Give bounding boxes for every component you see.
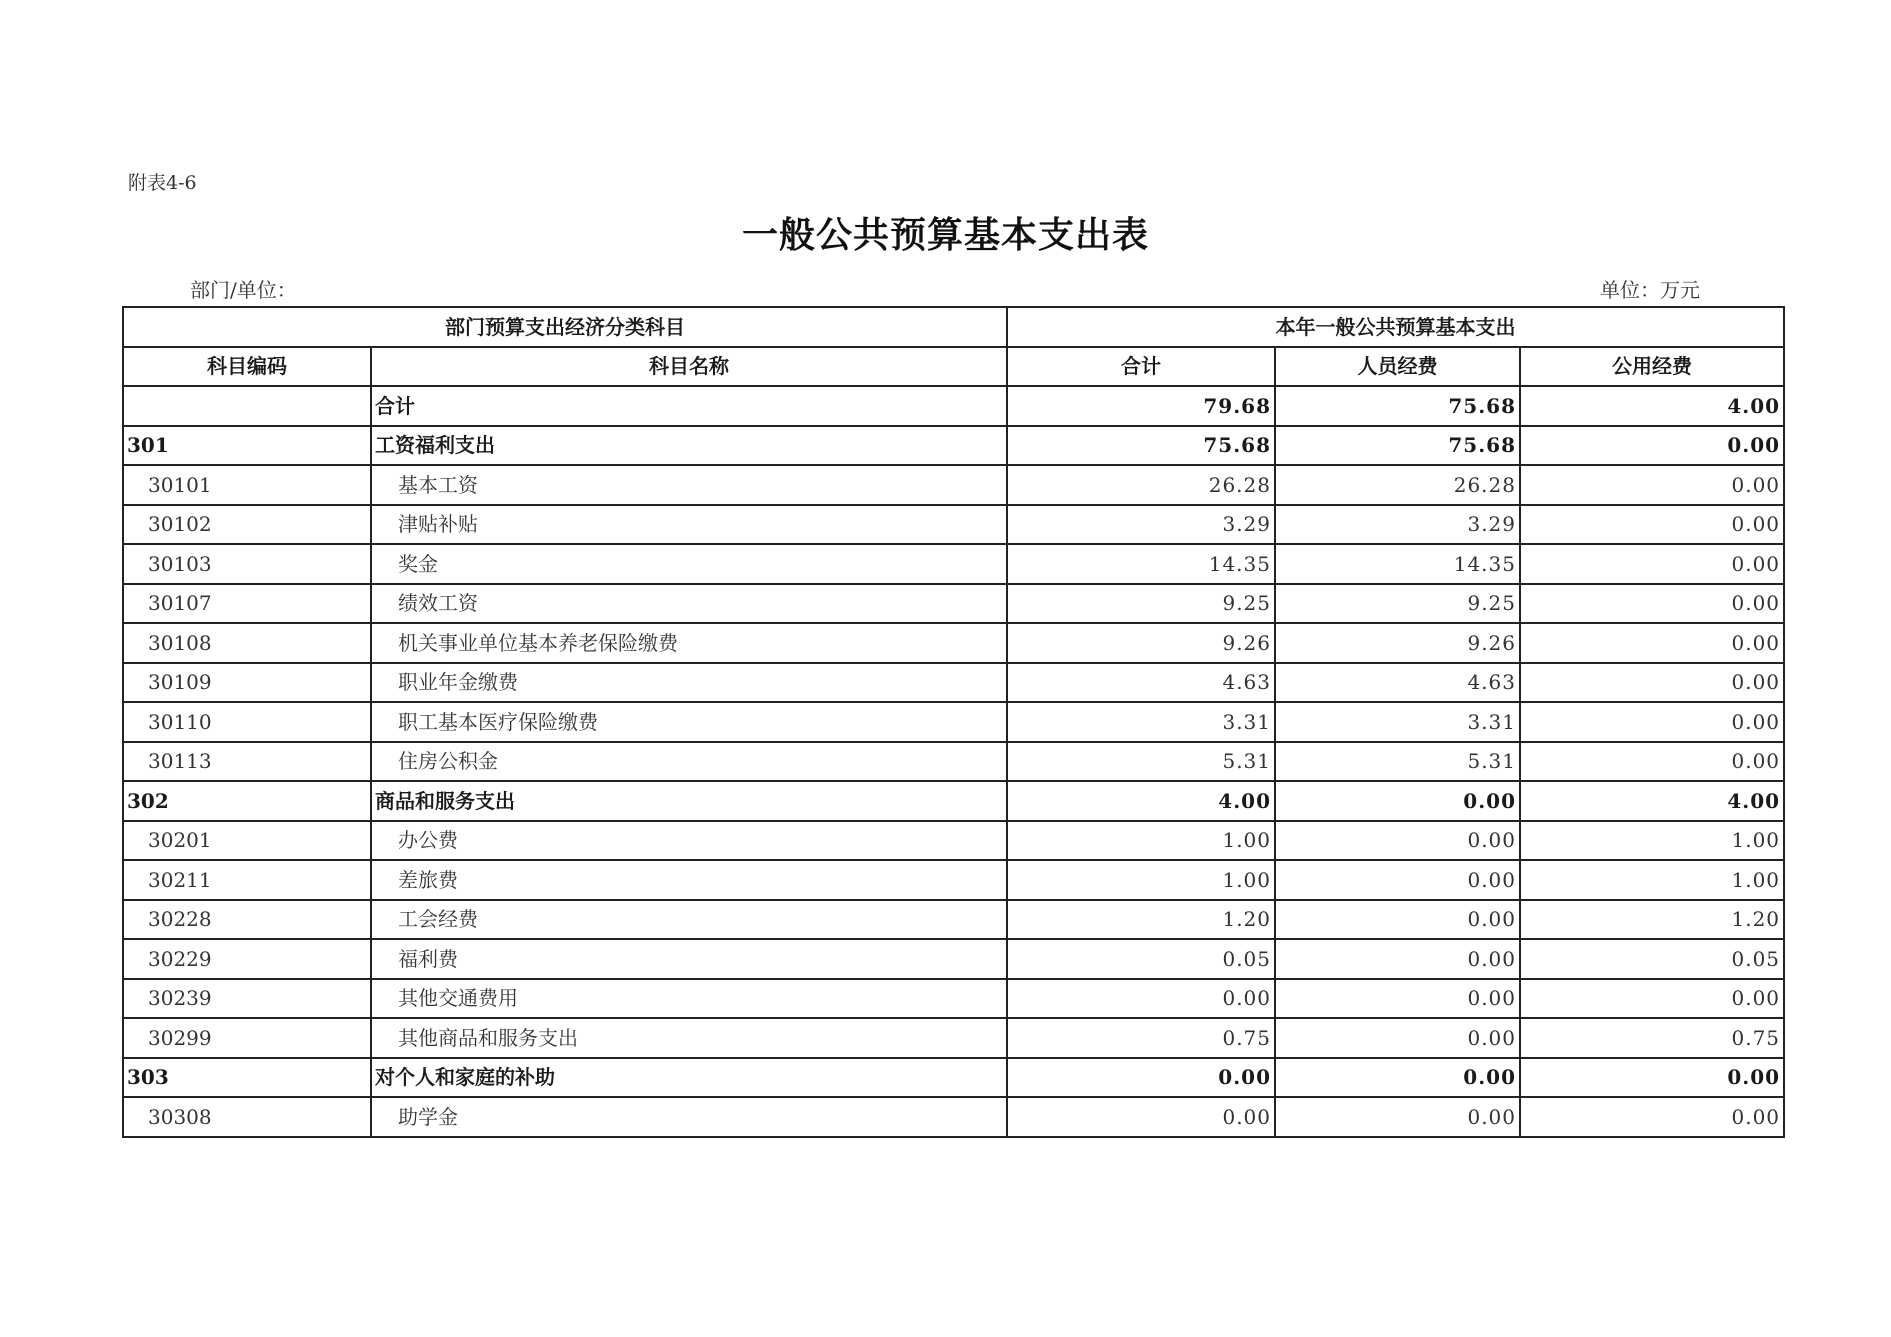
col-header-code: 科目编码 [123,347,371,387]
total-cell: 1.00 [1007,821,1275,861]
personnel-cell: 75.68 [1275,386,1520,426]
public-cell: 0.00 [1520,1097,1784,1137]
code-cell: 30299 [123,1018,371,1058]
name-cell: 商品和服务支出 [371,781,1007,821]
name-cell: 合计 [371,386,1007,426]
attachment-label: 附表4-6 [128,172,197,194]
group-header-left: 部门预算支出经济分类科目 [123,307,1007,347]
name-cell: 机关事业单位基本养老保险缴费 [371,623,1007,663]
table-row [123,781,1784,821]
table-row [123,584,1784,624]
public-cell: 0.00 [1520,702,1784,742]
public-cell: 0.00 [1520,979,1784,1019]
column-header-row [123,347,1784,387]
table-row [123,465,1784,505]
personnel-cell: 3.29 [1275,505,1520,545]
public-cell: 0.00 [1520,426,1784,466]
code-cell: 30103 [123,544,371,584]
public-cell: 0.00 [1520,465,1784,505]
personnel-cell: 3.31 [1275,702,1520,742]
personnel-cell: 0.00 [1275,1097,1520,1137]
public-cell: 4.00 [1520,386,1784,426]
personnel-cell: 75.68 [1275,426,1520,466]
table-row [123,939,1784,979]
public-cell: 1.00 [1520,860,1784,900]
public-cell: 0.75 [1520,1018,1784,1058]
personnel-cell: 14.35 [1275,544,1520,584]
public-cell: 0.05 [1520,939,1784,979]
budget-table [122,306,1785,1138]
unit-label: 单位：万元 [1600,278,1700,302]
code-cell: 30102 [123,505,371,545]
table-row [123,505,1784,545]
table-row [123,663,1784,703]
personnel-cell: 4.63 [1275,663,1520,703]
total-cell: 1.20 [1007,900,1275,940]
table-row [123,426,1784,466]
total-cell: 0.05 [1007,939,1275,979]
total-cell: 4.00 [1007,781,1275,821]
code-cell [123,386,371,426]
table-row [123,702,1784,742]
code-cell: 30113 [123,742,371,782]
personnel-cell: 0.00 [1275,1018,1520,1058]
table-row [123,623,1784,663]
code-cell: 30101 [123,465,371,505]
name-cell: 其他交通费用 [371,979,1007,1019]
name-cell: 差旅费 [371,860,1007,900]
public-cell: 0.00 [1520,663,1784,703]
personnel-cell: 0.00 [1275,979,1520,1019]
total-cell: 0.00 [1007,1058,1275,1098]
table-row [123,1018,1784,1058]
code-cell: 30308 [123,1097,371,1137]
table-row [123,860,1784,900]
table-row [123,821,1784,861]
table-row [123,544,1784,584]
code-cell: 30211 [123,860,371,900]
code-cell: 30229 [123,939,371,979]
department-label: 部门/单位： [190,278,297,302]
name-cell: 绩效工资 [371,584,1007,624]
total-cell: 0.75 [1007,1018,1275,1058]
public-cell: 0.00 [1520,623,1784,663]
name-cell: 职工基本医疗保险缴费 [371,702,1007,742]
code-cell: 301 [123,426,371,466]
total-cell: 3.29 [1007,505,1275,545]
col-header-name: 科目名称 [371,347,1007,387]
code-cell: 30107 [123,584,371,624]
public-cell: 1.00 [1520,821,1784,861]
col-header-personnel: 人员经费 [1275,347,1520,387]
personnel-cell: 0.00 [1275,1058,1520,1098]
code-cell: 302 [123,781,371,821]
personnel-cell: 0.00 [1275,860,1520,900]
public-cell: 0.00 [1520,742,1784,782]
public-cell: 0.00 [1520,544,1784,584]
table-row [123,386,1784,426]
public-cell: 0.00 [1520,1058,1784,1098]
total-cell: 75.68 [1007,426,1275,466]
table-row [123,1097,1784,1137]
name-cell: 工会经费 [371,900,1007,940]
code-cell: 30228 [123,900,371,940]
personnel-cell: 0.00 [1275,821,1520,861]
name-cell: 奖金 [371,544,1007,584]
public-cell: 0.00 [1520,505,1784,545]
name-cell: 对个人和家庭的补助 [371,1058,1007,1098]
total-cell: 79.68 [1007,386,1275,426]
public-cell: 0.00 [1520,584,1784,624]
personnel-cell: 26.28 [1275,465,1520,505]
total-cell: 0.00 [1007,1097,1275,1137]
name-cell: 工资福利支出 [371,426,1007,466]
name-cell: 其他商品和服务支出 [371,1018,1007,1058]
personnel-cell: 0.00 [1275,900,1520,940]
personnel-cell: 9.25 [1275,584,1520,624]
name-cell: 基本工资 [371,465,1007,505]
name-cell: 办公费 [371,821,1007,861]
page-title: 一般公共预算基本支出表 [741,214,1149,256]
total-cell: 14.35 [1007,544,1275,584]
name-cell: 助学金 [371,1097,1007,1137]
table-row [123,900,1784,940]
table-row [123,979,1784,1019]
name-cell: 津贴补贴 [371,505,1007,545]
total-cell: 4.63 [1007,663,1275,703]
total-cell: 26.28 [1007,465,1275,505]
code-cell: 30109 [123,663,371,703]
total-cell: 0.00 [1007,979,1275,1019]
col-header-total: 合计 [1007,347,1275,387]
personnel-cell: 5.31 [1275,742,1520,782]
table-row [123,742,1784,782]
total-cell: 1.00 [1007,860,1275,900]
name-cell: 福利费 [371,939,1007,979]
public-cell: 4.00 [1520,781,1784,821]
total-cell: 3.31 [1007,702,1275,742]
code-cell: 30108 [123,623,371,663]
total-cell: 5.31 [1007,742,1275,782]
code-cell: 30201 [123,821,371,861]
personnel-cell: 0.00 [1275,939,1520,979]
col-header-public: 公用经费 [1520,347,1784,387]
total-cell: 9.25 [1007,584,1275,624]
table-row [123,1058,1784,1098]
group-header-row [123,307,1784,347]
group-header-right: 本年一般公共预算基本支出 [1007,307,1784,347]
public-cell: 1.20 [1520,900,1784,940]
name-cell: 职业年金缴费 [371,663,1007,703]
total-cell: 9.26 [1007,623,1275,663]
code-cell: 30110 [123,702,371,742]
personnel-cell: 9.26 [1275,623,1520,663]
name-cell: 住房公积金 [371,742,1007,782]
code-cell: 30239 [123,979,371,1019]
personnel-cell: 0.00 [1275,781,1520,821]
code-cell: 303 [123,1058,371,1098]
